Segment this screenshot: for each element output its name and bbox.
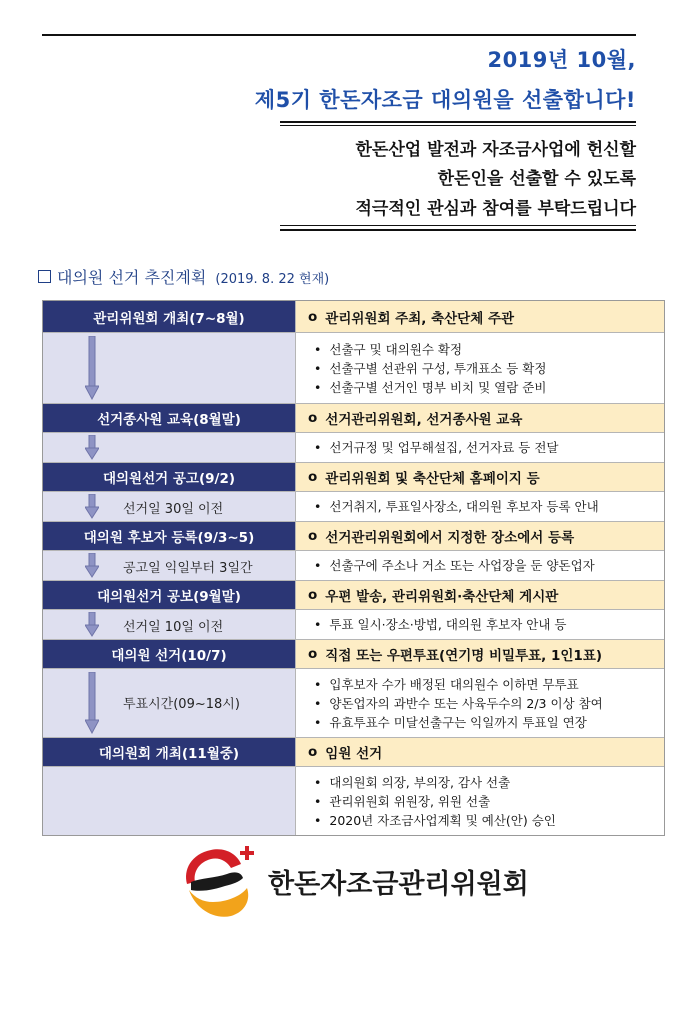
- flow-cell: [43, 669, 296, 737]
- pig-logo-icon: [181, 842, 267, 922]
- election-plan-table: [42, 300, 665, 836]
- divider-rule: [280, 229, 636, 231]
- detail-item: • 2020년 자조금사업계획 및 예산(안) 승인: [314, 811, 664, 830]
- detail-row: [43, 491, 664, 521]
- detail-item: • 관리위원회 위원장, 위원 선출: [314, 792, 664, 811]
- bullet-marker: o: [308, 410, 318, 426]
- down-arrow-icon: [85, 336, 99, 400]
- stage-label: 대의원선거 공보(9월말): [43, 581, 296, 609]
- down-arrow-icon: [85, 435, 99, 460]
- stage-summary: [296, 640, 664, 668]
- stage-timing-note: 투표시간(09~18시): [123, 697, 240, 712]
- detail-row: [43, 766, 664, 835]
- detail-item: • 대의원회 의장, 부의장, 감사 선출: [314, 773, 664, 792]
- subheadline-line: 한돈산업 발전과 자조금사업에 헌신할: [355, 140, 636, 160]
- divider-rule: [280, 225, 636, 226]
- stage-summary-text: 임원 선거: [325, 746, 383, 762]
- stage-row: [43, 639, 664, 668]
- stage-summary-text: 직접 또는 우편투표(연기명 비밀투표, 1인1표): [325, 648, 603, 664]
- stage-label: 선거종사원 교육(8월말): [43, 404, 296, 432]
- down-arrow-icon: [85, 672, 99, 734]
- stage-summary: [296, 522, 664, 550]
- detail-row: [43, 432, 664, 462]
- stage-summary-text: 우편 발송, 관리위원회·축산단체 게시판: [325, 589, 559, 605]
- stage-summary: [296, 738, 664, 766]
- stage-summary-text: 선거관리위원회에서 지정한 장소에서 등록: [325, 530, 575, 546]
- bullet-marker: o: [308, 469, 318, 485]
- stage-label: 대의원회 개최(11월중): [43, 738, 296, 766]
- flow-cell: [43, 551, 296, 580]
- stage-row: [43, 737, 664, 766]
- bullet-marker: o: [308, 308, 318, 325]
- detail-item: • 선출구별 선거인 명부 비치 및 열람 준비: [314, 378, 664, 397]
- bullet-marker: o: [308, 587, 318, 603]
- stage-details: [296, 492, 664, 521]
- stage-summary-text: 관리위원회 및 축산단체 홈페이지 등: [325, 471, 540, 487]
- flow-cell: [43, 492, 296, 521]
- detail-item: • 선거규정 및 업무해설집, 선거자료 등 전달: [314, 438, 664, 457]
- stage-row: [43, 521, 664, 550]
- bullet-marker: o: [308, 528, 318, 544]
- detail-item: • 유효투표수 미달선출구는 익일까지 투표일 연장: [314, 713, 664, 732]
- stage-label: 대의원 선거(10/7): [43, 640, 296, 668]
- stage-details: [296, 610, 664, 639]
- stage-summary: [296, 463, 664, 491]
- detail-row: [43, 609, 664, 639]
- detail-item: • 선출구 및 대의원수 확정: [314, 340, 664, 359]
- flow-cell: [43, 433, 296, 462]
- bullet-marker: o: [308, 744, 318, 760]
- stage-summary-text: 관리위원회 주최, 축산단체 주관: [325, 310, 515, 327]
- checkbox-square-icon: [38, 270, 51, 283]
- detail-item: • 선출구에 주소나 거소 또는 사업장을 둔 양돈업자: [314, 556, 664, 575]
- detail-row: [43, 332, 664, 403]
- top-rule: [42, 34, 636, 36]
- section-date: (2019. 8. 22 현재): [215, 272, 330, 287]
- down-arrow-icon: [85, 494, 99, 519]
- divider-rule: [280, 121, 636, 123]
- detail-item: • 양돈업자의 과반수 또는 사육두수의 2/3 이상 참여: [314, 694, 664, 713]
- stage-label: 대의원 후보자 등록(9/3~5): [43, 522, 296, 550]
- flow-cell: [43, 767, 296, 835]
- stage-timing-note: 공고일 익일부터 3일간: [123, 561, 253, 576]
- bullet-marker: o: [308, 646, 318, 662]
- detail-row: [43, 550, 664, 580]
- stage-row: [43, 462, 664, 491]
- headline-title: 제5기 한돈자조금 대의원을 선출합니다!: [254, 88, 636, 112]
- stage-details: [296, 433, 664, 462]
- stage-summary: [296, 581, 664, 609]
- flow-cell: [43, 333, 296, 403]
- stage-summary-text: 선거관리위원회, 선거종사원 교육: [325, 412, 523, 428]
- divider-rule: [280, 125, 636, 126]
- stage-summary: [296, 301, 664, 332]
- stage-details: [296, 669, 664, 737]
- section-title: [38, 265, 329, 288]
- subheadline-line: 한돈인을 선출할 수 있도록: [437, 169, 636, 189]
- stage-details: [296, 767, 664, 835]
- detail-item: • 선출구별 선관위 구성, 투개표소 등 확정: [314, 359, 664, 378]
- subheadline-line: 적극적인 관심과 참여를 부탁드립니다: [355, 199, 636, 219]
- section-title-text: 대의원 선거 추진계획: [57, 268, 207, 287]
- headline-date: 2019년 10월,: [487, 48, 636, 72]
- stage-summary: [296, 404, 664, 432]
- stage-details: [296, 551, 664, 580]
- down-arrow-icon: [85, 553, 99, 578]
- stage-row: [43, 580, 664, 609]
- stage-timing-note: 선거일 30일 이전: [123, 502, 224, 517]
- stage-label: 관리위원회 개최(7~8월): [43, 301, 296, 332]
- stage-row: [43, 301, 664, 332]
- detail-item: • 선거취지, 투표일사장소, 대의원 후보자 등록 안내: [314, 497, 664, 516]
- stage-label: 대의원선거 공고(9/2): [43, 463, 296, 491]
- stage-timing-note: 선거일 10일 이전: [123, 620, 224, 635]
- organization-name: 한돈자조금관리위원회: [268, 869, 529, 900]
- detail-item: • 투표 일시·장소·방법, 대의원 후보자 안내 등: [314, 615, 664, 634]
- flow-cell: [43, 610, 296, 639]
- stage-row: [43, 403, 664, 432]
- stage-details: [296, 333, 664, 403]
- detail-item: • 입후보자 수가 배정된 대의원수 이하면 무투표: [314, 675, 664, 694]
- detail-row: [43, 668, 664, 737]
- down-arrow-icon: [85, 612, 99, 637]
